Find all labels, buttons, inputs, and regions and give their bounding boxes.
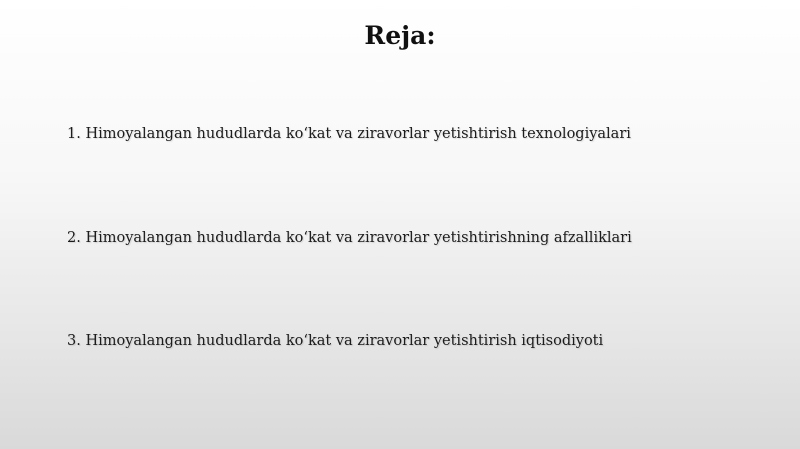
plan-item-3: 3. Himoyalangan hududlarda ko‘kat va ziravorlar yetishtirish iqtisodiyoti (67, 333, 604, 349)
slide-title: Reja: (364, 21, 436, 50)
plan-item-2: 2. Himoyalangan hududlarda ko‘kat va ziravorlar yetishtirishning afzalliklari (67, 230, 632, 246)
plan-item-1: 1. Himoyalangan hududlarda ko‘kat va ziravorlar yetishtirish texnologiyalari (67, 126, 631, 142)
